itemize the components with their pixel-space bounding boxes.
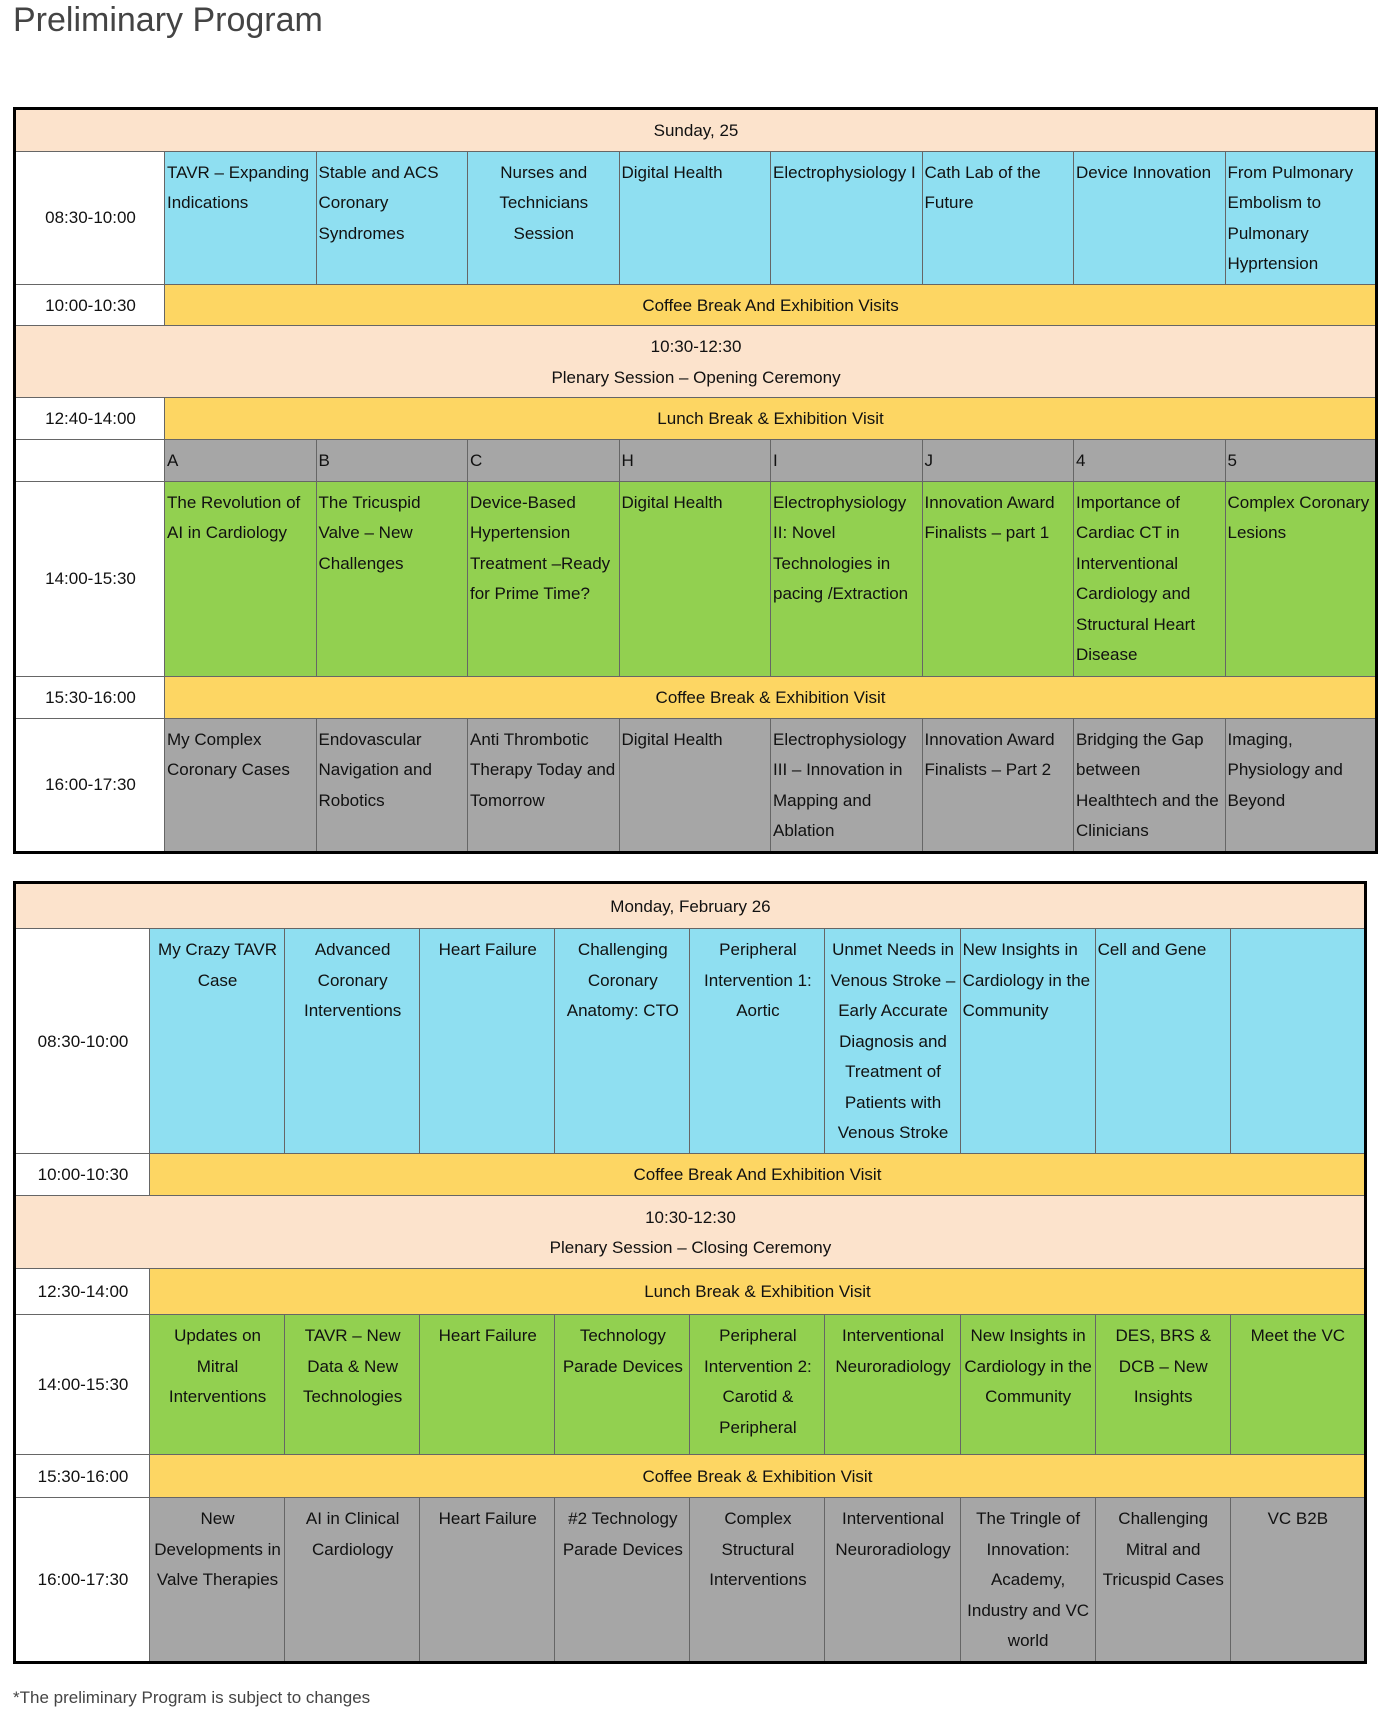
session-cell: Heart Failure [420,1498,555,1663]
session-cell: Heart Failure [420,929,555,1154]
room-label: 4 [1074,440,1226,482]
session-cell: TAVR – Expanding Indications [165,151,317,284]
time-slot: 15:30-16:00 [15,1455,150,1498]
sunday-schedule-table [13,107,1378,854]
session-cell: Imaging, Physiology and Beyond [1225,718,1377,852]
session-cell: Interventional Neuroradiology [825,1315,960,1455]
session-row-morning [15,929,1366,1154]
plenary-time: 10:30-12:30 [645,1207,736,1227]
session-cell: My Crazy TAVR Case [150,929,285,1154]
session-cell: Importance of Cardiac CT in Interventional Cardiology and Structural Heart Disease [1074,481,1226,676]
session-cell: Nurses and Technicians Session [468,151,620,284]
session-cell: New Insights in Cardiology in the Community [960,1315,1095,1455]
session-cell: Electrophysiology I [771,151,923,284]
session-cell: Interventional Neuroradiology [825,1498,960,1663]
session-cell: Innovation Award Finalists – Part 2 [922,718,1074,852]
session-cell: AI in Clinical Cardiology [285,1498,420,1663]
time-slot: 08:30-10:00 [15,151,165,284]
session-cell: Digital Health [619,481,771,676]
plenary-row [15,1196,1366,1269]
plenary-label: Plenary Session – Opening Ceremony [551,367,841,387]
session-cell: Heart Failure [420,1315,555,1455]
session-cell: From Pulmonary Embolism to Pulmonary Hyprtension [1225,151,1377,284]
session-cell: Innovation Award Finalists – part 1 [922,481,1074,676]
break-row [15,1154,1366,1196]
room-label: 5 [1225,440,1377,482]
plenary-cell [15,326,1377,398]
lunch-row [15,398,1377,440]
session-cell [1230,929,1365,1154]
time-slot: 16:00-17:30 [15,1498,150,1663]
day-label: Sunday, 25 [15,109,1377,152]
monday-schedule-table [13,881,1367,1664]
plenary-label: Plenary Session – Closing Ceremony [549,1238,832,1257]
time-slot: 08:30-10:00 [15,929,150,1154]
session-cell: Technology Parade Devices [555,1315,690,1455]
session-cell: Peripheral Intervention 2: Carotid & Peripheral [690,1315,825,1455]
session-cell: Electrophysiology III – Innovation in Mapping and Ablation [771,718,923,852]
session-cell: Device-Based Hypertension Treatment –Ready for Prime Time? [468,481,620,676]
footnote: *The preliminary Program is subject to changes [13,1688,371,1707]
time-slot: 12:40-14:00 [15,398,165,440]
session-row-afternoon [15,481,1377,676]
session-cell: Peripheral Intervention 1: Aortic [690,929,825,1154]
time-slot: 14:00-15:30 [15,1315,150,1455]
session-row-afternoon [15,1315,1366,1455]
break-row [15,676,1377,718]
lunch-row [15,1269,1366,1315]
session-cell: Digital Health [619,718,771,852]
session-cell: Unmet Needs in Venous Stroke – Early Accurate Diagnosis and Treatment of Patients with Venous Stroke [825,929,960,1154]
session-cell: Cath Lab of the Future [922,151,1074,284]
empty-cell [15,440,165,482]
plenary-row [15,326,1377,398]
session-cell: DES, BRS & DCB – New Insights [1095,1315,1230,1455]
session-cell: Meet the VC [1230,1315,1365,1455]
session-cell: My Complex Coronary Cases [165,718,317,852]
session-cell: Updates on Mitral Interventions [150,1315,285,1455]
lunch-label: Lunch Break & Exhibition Visit [165,398,1377,440]
session-cell: TAVR – New Data & New Technologies [285,1315,420,1455]
day-header-row [15,883,1366,929]
session-cell: Device Innovation [1074,151,1226,284]
break-row [15,1455,1366,1498]
session-cell: Bridging the Gap between Healthtech and the Clinicians [1074,718,1226,852]
day-label: Monday, February 26 [15,883,1366,929]
session-row-late [15,1498,1366,1663]
session-cell: Challenging Coronary Anatomy: CTO [555,929,690,1154]
room-label: I [771,440,923,482]
time-slot: 10:00-10:30 [15,1154,150,1196]
time-slot: 15:30-16:00 [15,676,165,718]
time-slot: 10:00-10:30 [15,284,165,326]
session-cell: Cell and Gene [1095,929,1230,1154]
session-cell: Endovascular Navigation and Robotics [316,718,468,852]
session-cell: Advanced Coronary Interventions [285,929,420,1154]
plenary-time: 10:30-12:30 [650,337,742,356]
session-cell: The Revolution of AI in Cardiology [165,481,317,676]
break-label: Coffee Break & Exhibition Visit [150,1455,1366,1498]
break-label: Coffee Break And Exhibition Visits [165,284,1377,326]
room-label: A [165,440,317,482]
session-cell: The Tringle of Innovation: Academy, Industry and VC world [960,1498,1095,1663]
room-label: C [468,440,620,482]
room-label: J [922,440,1074,482]
time-slot: 16:00-17:30 [15,718,165,852]
day-header-row [15,109,1377,152]
session-cell: New Developments in Valve Therapies [150,1498,285,1663]
time-slot: 14:00-15:30 [15,481,165,676]
break-label: Coffee Break & Exhibition Visit [165,676,1377,718]
session-cell: New Insights in Cardiology in the Community [960,929,1095,1154]
break-row [15,284,1377,326]
page-title: Preliminary Program [13,1,323,39]
room-label: B [316,440,468,482]
session-cell: VC B2B [1230,1498,1365,1663]
session-cell: Digital Health [619,151,771,284]
room-label: H [619,440,771,482]
session-cell: #2 Technology Parade Devices [555,1498,690,1663]
session-row-morning [15,151,1377,284]
break-label: Coffee Break And Exhibition Visit [150,1154,1366,1196]
session-cell: The Tricuspid Valve – New Challenges [316,481,468,676]
session-cell: Complex Coronary Lesions [1225,481,1377,676]
session-row-late [15,718,1377,852]
session-cell: Stable and ACS Coronary Syndromes [316,151,468,284]
session-cell: Complex Structural Interventions [690,1498,825,1663]
lunch-label: Lunch Break & Exhibition Visit [150,1269,1366,1315]
session-cell: Electrophysiology II: Novel Technologies in pacing /Extraction [771,481,923,676]
plenary-cell [15,1196,1366,1269]
session-cell: Anti Thrombotic Therapy Today and Tomorrow [468,718,620,852]
session-cell: Challenging Mitral and Tricuspid Cases [1095,1498,1230,1663]
room-header-row [15,440,1377,482]
time-slot: 12:30-14:00 [15,1269,150,1315]
